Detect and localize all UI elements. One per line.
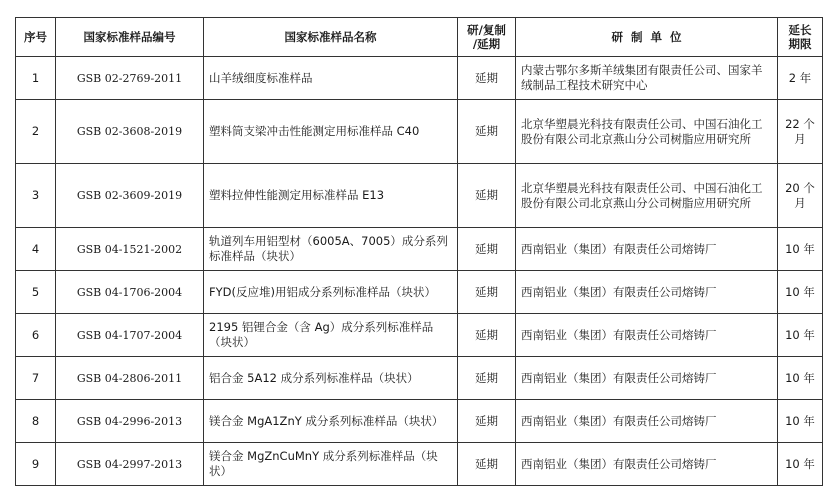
cell-no: 1 (16, 57, 56, 100)
cell-code: GSB 04-1706-2004 (56, 271, 204, 314)
cell-extension: 10 年 (778, 400, 823, 443)
cell-type: 延期 (458, 400, 516, 443)
table-row (16, 164, 823, 228)
cell-name: 镁合金 MgZnCuMnY 成分系列标准样品（块状） (204, 443, 458, 486)
document-page (15, 17, 822, 486)
cell-code: GSB 02-3609-2019 (56, 164, 204, 228)
cell-type: 延期 (458, 100, 516, 164)
header-type-line1: 研/复制 (467, 23, 506, 37)
cell-unit: 西南铝业（集团）有限责任公司熔铸厂 (516, 271, 778, 314)
cell-unit: 西南铝业（集团）有限责任公司熔铸厂 (516, 357, 778, 400)
cell-code: GSB 02-2769-2011 (56, 57, 204, 100)
header-type-line2: /延期 (472, 37, 501, 51)
cell-name: 2195 铝锂合金（含 Ag）成分系列标准样品（块状） (204, 314, 458, 357)
header-ext-line2: 期限 (788, 37, 812, 51)
table-row (16, 271, 823, 314)
header-no: 序号 (16, 18, 56, 57)
cell-no: 8 (16, 400, 56, 443)
table-row (16, 400, 823, 443)
cell-type: 延期 (458, 314, 516, 357)
cell-type: 延期 (458, 228, 516, 271)
header-unit: 研 制 单 位 (516, 18, 778, 57)
cell-no: 3 (16, 164, 56, 228)
table-row (16, 357, 823, 400)
header-ext-line1: 延长 (788, 23, 812, 37)
cell-name: 塑料拉伸性能测定用标准样品 E13 (204, 164, 458, 228)
cell-type: 延期 (458, 271, 516, 314)
cell-code: GSB 04-2996-2013 (56, 400, 204, 443)
cell-unit: 西南铝业（集团）有限责任公司熔铸厂 (516, 400, 778, 443)
cell-type: 延期 (458, 357, 516, 400)
cell-extension: 10 年 (778, 228, 823, 271)
cell-extension: 10 年 (778, 357, 823, 400)
cell-unit: 西南铝业（集团）有限责任公司熔铸厂 (516, 443, 778, 486)
cell-unit: 西南铝业（集团）有限责任公司熔铸厂 (516, 314, 778, 357)
table-row (16, 314, 823, 357)
cell-code: GSB 04-1707-2004 (56, 314, 204, 357)
cell-name: 塑料筒支梁冲击性能测定用标准样品 C40 (204, 100, 458, 164)
cell-type: 延期 (458, 57, 516, 100)
cell-extension: 10 年 (778, 443, 823, 486)
cell-unit: 北京华塑晨光科技有限责任公司、中国石油化工股份有限公司北京燕山分公司树脂应用研究所 (516, 164, 778, 228)
cell-no: 7 (16, 357, 56, 400)
cell-extension: 10 年 (778, 314, 823, 357)
cell-name: 轨道列车用铝型材（6005A、7005）成分系列标准样品（块状） (204, 228, 458, 271)
table-row (16, 228, 823, 271)
header-code: 国家标准样品编号 (56, 18, 204, 57)
cell-unit: 北京华塑晨光科技有限责任公司、中国石油化工股份有限公司北京燕山分公司树脂应用研究所 (516, 100, 778, 164)
cell-extension: 10 年 (778, 271, 823, 314)
cell-unit: 西南铝业（集团）有限责任公司熔铸厂 (516, 228, 778, 271)
cell-no: 6 (16, 314, 56, 357)
cell-no: 2 (16, 100, 56, 164)
cell-type: 延期 (458, 164, 516, 228)
cell-extension: 2 年 (778, 57, 823, 100)
cell-code: GSB 04-2806-2011 (56, 357, 204, 400)
cell-extension: 22 个月 (778, 100, 823, 164)
table-row (16, 443, 823, 486)
cell-no: 9 (16, 443, 56, 486)
cell-name: 山羊绒细度标准样品 (204, 57, 458, 100)
cell-code: GSB 02-3608-2019 (56, 100, 204, 164)
cell-name: FYD(反应堆)用铝成分系列标准样品（块状） (204, 271, 458, 314)
table-header-row (16, 18, 823, 57)
header-extension (778, 18, 823, 57)
cell-code: GSB 04-1521-2002 (56, 228, 204, 271)
cell-name: 铝合金 5A12 成分系列标准样品（块状） (204, 357, 458, 400)
cell-type: 延期 (458, 443, 516, 486)
cell-name: 镁合金 MgA1ZnY 成分系列标准样品（块状） (204, 400, 458, 443)
table-row (16, 57, 823, 100)
cell-unit: 内蒙古鄂尔多斯羊绒集团有限责任公司、国家羊绒制品工程技术研究中心 (516, 57, 778, 100)
cell-code: GSB 04-2997-2013 (56, 443, 204, 486)
header-name: 国家标准样品名称 (204, 18, 458, 57)
table-row (16, 100, 823, 164)
standard-samples-table (15, 17, 823, 486)
header-type (458, 18, 516, 57)
cell-extension: 20 个月 (778, 164, 823, 228)
cell-no: 5 (16, 271, 56, 314)
cell-no: 4 (16, 228, 56, 271)
